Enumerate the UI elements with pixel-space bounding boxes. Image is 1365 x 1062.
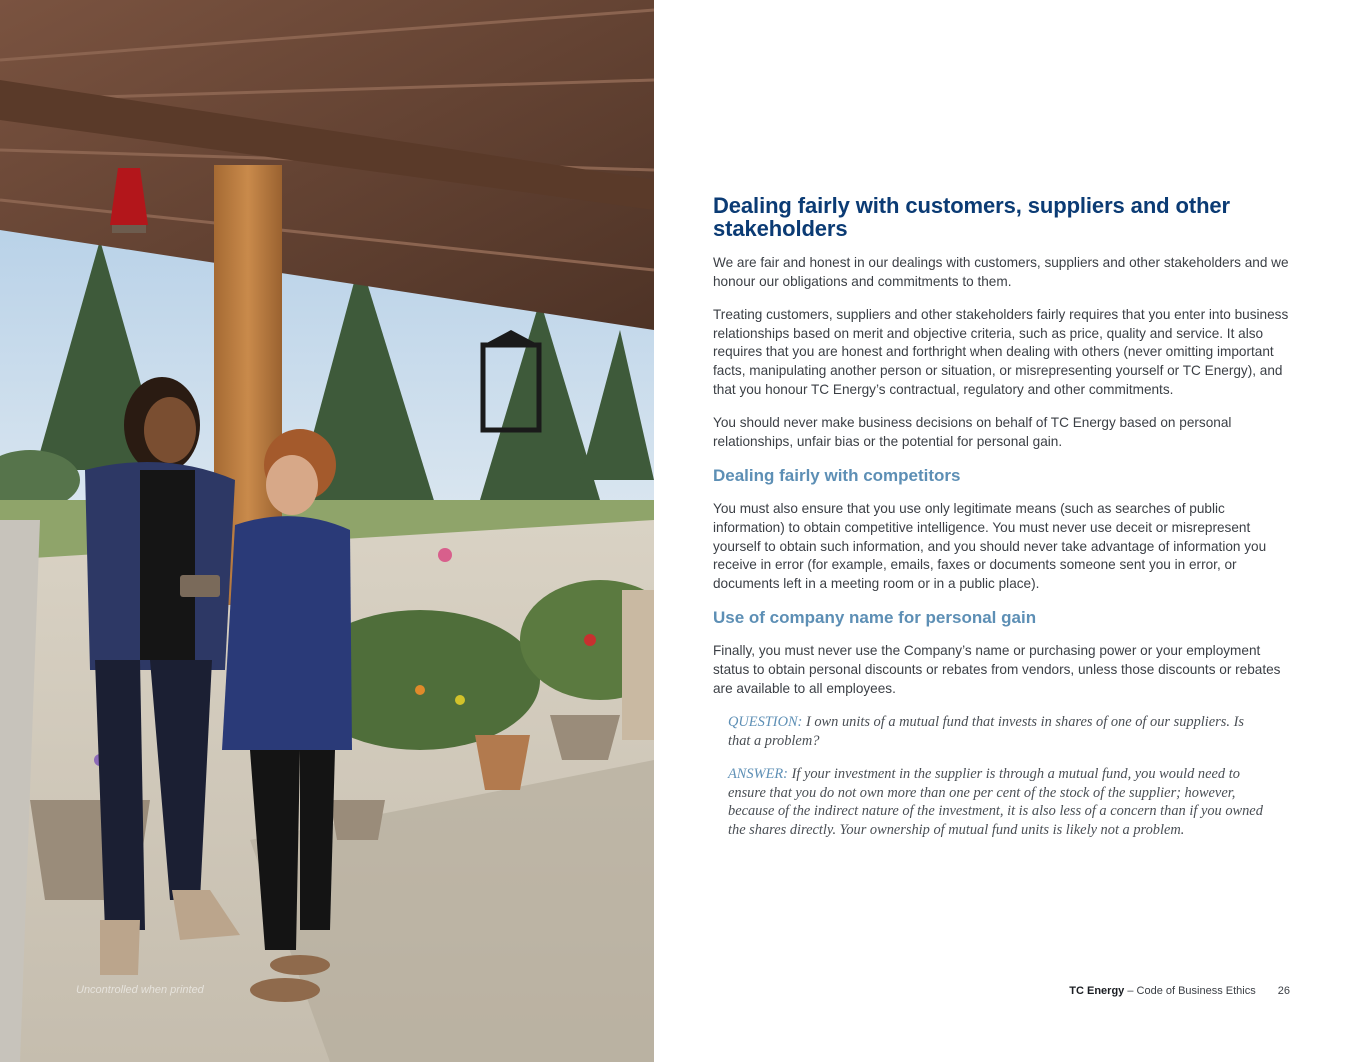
business-decisions-paragraph: You should never make business decisions on behalf of TC Energy based on personal relationships, unfair bias or the potential for personal gain. xyxy=(713,415,1232,449)
question-text: I own units of a mutual fund that invests in shares of one of our suppliers. Is that a problem? xyxy=(728,714,1244,749)
porch-scene-illustration xyxy=(0,0,654,1062)
competitors-paragraph: You must also ensure that you use only legitimate means (such as searches of public information) to obtain competitive intelligence. You must never use deceit or misrepresent yourself to obtain such information, and you should never take advantage of information you receive in error (for example, emails, faxes or documents someone sent you in error, or documents left in a meeting room or in a public place). xyxy=(713,501,1267,591)
competitors-heading: Dealing fairly with competitors xyxy=(713,466,961,486)
watermark-text: Uncontrolled when printed xyxy=(76,984,204,996)
company-name-paragraph: Finally, you must never use the Company’s name or purchasing power or your employment status to obtain personal discounts or rebates from vendors, unless those discounts or rebates are available to all employees. xyxy=(713,643,1281,696)
porch-photo xyxy=(0,0,654,1062)
question-label: QUESTION: xyxy=(728,714,803,731)
page-number: 26 xyxy=(1277,985,1290,997)
article xyxy=(713,194,1293,855)
footer-document-title: – Code of Business Ethics xyxy=(1124,985,1256,997)
intro-paragraph: We are fair and honest in our dealings with customers, suppliers and other stakeholders and we honour our obligations and commitments to them. xyxy=(713,255,1289,289)
page-title: Dealing fairly with customers, suppliers and other stakeholders xyxy=(713,193,1231,241)
answer-block xyxy=(728,765,1268,839)
page-footer xyxy=(1069,985,1290,997)
question-block xyxy=(728,713,1268,750)
company-name-heading: Use of company name for personal gain xyxy=(713,608,1037,628)
answer-text: If your investment in the supplier is through a mutual fund, you would need to ensure that you do not own more than one per cent of the stock of the supplier; however, because of the indirect nature of the investment, it is also less of a concern than if you owned the shares directly. Your ownership of mutual fund units is likely not a problem. xyxy=(728,766,1263,839)
footer-brand: TC Energy xyxy=(1069,985,1125,997)
answer-label: ANSWER: xyxy=(728,766,788,783)
fair-treatment-paragraph: Treating customers, suppliers and other stakeholders fairly requires that you enter into business relationships based on merit and objective criteria, such as price, quality and service. It also requires that you are honest and forthright when dealing with others (never omitting important facts, manipulating another person or situation, or misrepresenting yourself or TC Energy), and that you honour TC Energy’s contractual, regulatory and other commitments. xyxy=(713,307,1289,397)
